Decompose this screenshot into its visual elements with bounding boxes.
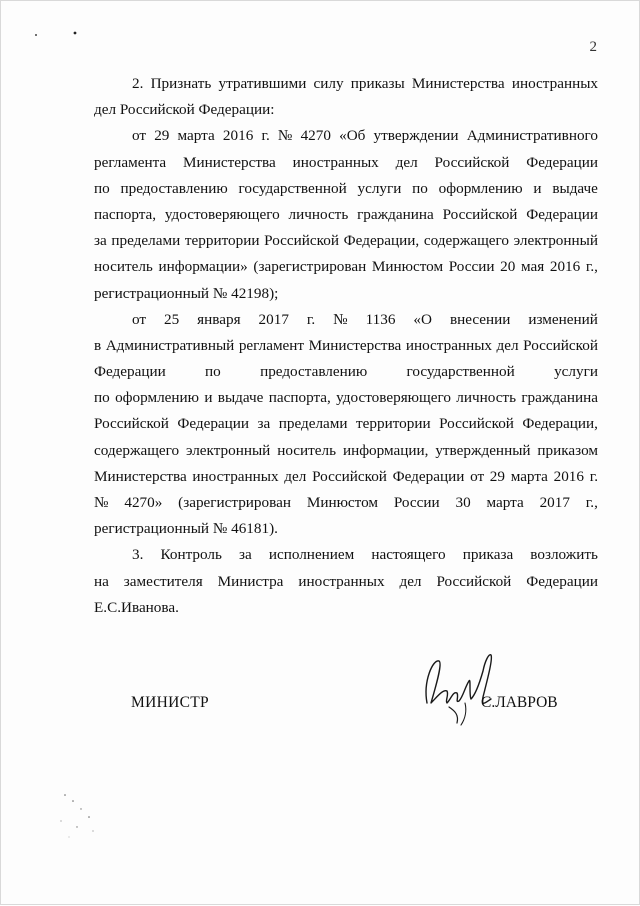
item-1-line-7: регистрационный № 42198);	[94, 284, 279, 302]
paragraph-2-line-2: дел Российской Федерации:	[94, 101, 275, 119]
paragraph-3-line-1: 3. Контроль за исполнением настоящего приказа возложить	[132, 546, 598, 564]
document-body	[94, 71, 598, 621]
item-1-line-6: носитель информации» (зарегистрирован Минюстом России 20 мая 2016 г.,	[94, 258, 598, 276]
item-2-line-4: по оформлению и выдаче паспорта, удостоверяющего личность гражданина	[94, 389, 598, 407]
signer-title: МИНИСТР	[131, 694, 209, 711]
paragraph-3-line-2: на заместителя Министра иностранных дел Российской Федерации	[94, 572, 598, 590]
item-2-line-1: от 25 января 2017 г. № 1136 «О внесении изменений	[132, 310, 598, 328]
handwritten-signature-icon	[413, 641, 503, 731]
item-1-line-5: за пределами территории Российской Федерации, содержащего электронный	[94, 232, 598, 250]
item-2-line-6: содержащего электронный носитель информации, утвержденный приказом	[94, 441, 598, 459]
paragraph-2-line-1: 2. Признать утратившими силу приказы Министерства иностранных	[132, 75, 598, 92]
item-2-line-5: Российской Федерации за пределами территории Российской Федерации,	[94, 415, 598, 433]
item-2-line-8: № 4270» (зарегистрирован Минюстом России 30 марта 2017 г.,	[94, 494, 598, 511]
page-number: 2	[589, 39, 597, 55]
item-1-line-3: по предоставлению государственной услуги по оформлению и выдаче	[94, 179, 598, 197]
item-2-line-3: Федерации по предоставлению государственной услуги	[94, 363, 598, 381]
item-1-line-1: от 29 марта 2016 г. № 4270 «Об утверждении Административного	[132, 127, 598, 145]
item-2-line-9: регистрационный № 46181).	[94, 520, 278, 538]
signer-name: С.ЛАВРОВ	[481, 694, 558, 711]
item-1-line-4: паспорта, удостоверяющего личность гражданина Российской Федерации	[94, 205, 598, 223]
item-2-line-2: в Административный регламент Министерства иностранных дел Российской	[94, 336, 598, 354]
item-1-line-2: регламента Министерства иностранных дел Российской Федерации	[94, 153, 598, 171]
item-2-line-7: Министерства иностранных дел Российской Федерации от 29 марта 2016 г.	[94, 467, 598, 485]
paragraph-3-line-3: Е.С.Иванова.	[94, 598, 179, 616]
